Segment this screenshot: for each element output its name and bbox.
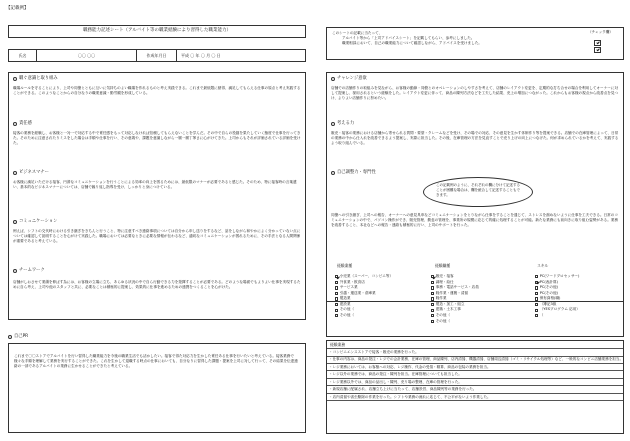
checkbox-icon[interactable] <box>431 281 434 284</box>
section-title: 責任感 <box>19 121 32 126</box>
section-body[interactable]: 店舗での店舗作りの取組みを見ながら、お客様の動線・同僚とのオペレーションのしやすさを考えて、店舗のレイアウト変更を、定期的な打ち合せの場合を利用してオーナーに対して提案し、採用されるという経験をした。レイアウト変更に伴って、商品の陳列方法などを工夫した結果、売上の増加につながった。これからもお客様の視点から改善点を見つけ、よりよい店舗作りに努めたい。 <box>331 85 619 101</box>
skill-option-label: 建設業 <box>339 301 351 306</box>
section-title: 自己調整力・専門性 <box>337 170 376 175</box>
circle-bullet-icon <box>331 171 335 175</box>
section-work-attitude <box>13 76 303 118</box>
self-pr-title: 自己PR <box>8 334 28 340</box>
section-thinking <box>331 121 621 146</box>
date-value[interactable]: 平成 〇 年 〇 月 〇 日 <box>181 52 221 58</box>
checkbox-icon[interactable] <box>535 309 538 312</box>
experience-item[interactable]: ・新規店舗に配属され、店舗立ち上げに当たって、店舗設営、商品陳列等の業務を行った。 <box>327 386 623 393</box>
left-page-title-box <box>8 25 306 38</box>
skill-option-label: 製造業 <box>339 296 351 301</box>
section-body[interactable]: 例えば、シフトの交代時における引き継ぎをきちんと行うこと、特に注意すべき連絡事項については自分から申し送りをするなど、話をしながら和やかによく分かっていない点については確認して説明することを心がけて実践した。職場においては必要なときに必要な情報が伝わるなど、適切なコミュニケーションが図れるために、その手法となる人間関係が重要であると考えている。 <box>13 228 301 244</box>
skill-option-label: サービス業 <box>339 285 358 290</box>
section-body[interactable]: 店舗がしおさせて業績を伸ばす為には、お客様の立場に立ち、あらゆる状況の中で自ら行動できる力を発揮することが必要である。どのような場面でもよりよい仕事を実現するために自ら考え、上司や他のスタッフと共に、必要なことは積極的に提案し、効果的に仕事を進めるための連携をつくることを心がけた。 <box>13 279 301 289</box>
checked-box-icon[interactable] <box>431 275 434 278</box>
circle-bullet-icon <box>13 122 17 126</box>
circle-bullet-icon <box>331 77 335 81</box>
experience-item[interactable]: ・店内清掃や害虫駆除の作業を行った。シフトや業務の流れに応じて、不公平がないよう作業した。 <box>327 394 623 401</box>
skill-option[interactable] <box>431 319 529 325</box>
note-line-2: アルバイト等から「上司アドバイスシート」を記載してもらい、参考にしました。 <box>342 36 475 41</box>
skill-option-label: 販売・接客 <box>435 274 454 278</box>
skill-option-label: その他（ <box>339 312 355 317</box>
checkbox-icon[interactable] <box>335 286 338 289</box>
skill-option-label: PC(ワードプロセッサー) <box>539 274 580 278</box>
section-title: コミュニケーション <box>19 219 58 224</box>
checkbox-icon[interactable] <box>335 314 338 317</box>
job-list <box>431 274 529 324</box>
skill-option[interactable] <box>335 313 427 319</box>
checkbox-icon[interactable] <box>335 281 338 284</box>
circle-bullet-icon <box>13 220 17 224</box>
skill-option-label: 事務・電話サービス・店員 <box>435 285 479 290</box>
industry-list <box>335 274 427 319</box>
check-box-1[interactable] <box>594 40 601 46</box>
checkbox-icon[interactable] <box>535 314 538 317</box>
section-body[interactable]: お客様に満足いただける接客、円滑なコミュニケーションを行うことによる効率の向上を図るためには、最低限のマナーが必要であると感じた。そのため、特に接客時の言葉遣い、基本的なビジネスマナーについては、店舗で繰り返し指導を受け、しっかりと身につけている。 <box>13 179 297 189</box>
skill-option-label: PC(その他) <box>539 285 558 290</box>
skill-option-label: その他（ <box>339 307 355 312</box>
name-label: 氏名 <box>9 50 37 61</box>
checked-box-icon[interactable] <box>335 275 338 278</box>
section-title: 職ぐ意識と取り組み <box>19 76 58 81</box>
checkbox-icon[interactable] <box>431 314 434 317</box>
checkbox-icon[interactable] <box>335 292 338 295</box>
section-challenge <box>331 76 621 101</box>
circle-bullet-icon <box>8 335 12 339</box>
name-value[interactable]: 〇〇 〇〇 <box>37 50 137 61</box>
skill-option-label: 軽作業・運搬・清掃 <box>435 290 469 295</box>
self-pr-body[interactable]: これまで〇〇ストアでアルバイトを行い習得した職業能力を今後の職業生活でも活かしたい。接客で得た対応力を生かした責任ある仕事を行いたいと考えている。接客業務で様々な手順を理解して業務を実行することができた。これを生かして退職する時点の仕事においても、自分なりに習得した課題・提案を上司に対して行って、その結果を伝達連絡の一部であるアルバイトの業務に生かせることができたと考えている。 <box>14 354 298 369</box>
experience-box <box>326 340 624 434</box>
section-body[interactable]: 販売・接客の業務における店舗から寄せられる質問・要望・クレームなどを受け、その場での対応、その意見を生かす体制作り等を提案できる。店舗での在庫管理によって、日常の業務の中から仕入れを改善できるよう提案し、実際に担当した。その後、在庫管理の方法を見直すことで売り上げの向上につなげた。何が求められているかを考えて、実践するよう取り組んでいる。 <box>331 130 619 146</box>
industry-title: 経験業種 <box>337 263 353 268</box>
skill-option-label: （ <box>539 312 544 317</box>
experience-list <box>327 349 623 401</box>
skill-option-label: （簿記3級 <box>539 301 557 306</box>
checkbox-icon[interactable] <box>535 292 538 295</box>
date-label: 作成年月日 <box>137 50 177 61</box>
checkbox-icon[interactable] <box>431 320 434 323</box>
section-title: 考える力 <box>337 121 355 126</box>
section-teamwork <box>13 268 303 318</box>
job-title: 経験職種 <box>435 263 451 268</box>
checkbox-icon[interactable] <box>431 309 434 312</box>
skill-option-label: 外食業・飲食店 <box>339 279 365 284</box>
checkmark-icon <box>596 41 599 44</box>
checkbox-icon[interactable] <box>431 292 434 295</box>
section-title: チームワーク <box>19 268 45 273</box>
header-row <box>8 49 306 62</box>
checkbox-icon[interactable] <box>335 297 338 300</box>
checkbox-icon[interactable] <box>535 275 538 278</box>
skills-box <box>326 262 624 337</box>
self-pr-box <box>8 343 306 433</box>
skill-option-label: PC(その他) <box>539 290 558 295</box>
experience-item[interactable]: ・コンビニエンスストアで接客・販売の業務を行った。 <box>327 349 623 356</box>
checkmark-icon <box>596 48 599 51</box>
skill-option-label: （YESプログラム 応用） <box>539 307 580 312</box>
skill-option-label: 小売業（スーパー、コンビニ等） <box>339 274 394 278</box>
checkbox-icon[interactable] <box>431 297 434 300</box>
experience-title: 経験業務 <box>327 341 623 349</box>
checkbox-icon[interactable] <box>431 303 434 306</box>
section-body[interactable]: 同僚への引き継ぎ、上司への報告、オーナーへの意見具申などコミュニケーションをとりながら仕事をすることを通じて、ストレスを溜めないように仕事を工夫できる。日常のコミュニケーションの中で、パソコン操作ができ、販売管理、勤怠の管理を、事業所の規模に応じて的確に処理することが可能。新たな業務にも前向きに取り組む姿勢がある。業務を改善すること、本社などへの報告・連絡も積極的に行い、上司のサポートを行った。 <box>331 213 618 228</box>
section-responsibility <box>13 121 303 163</box>
skill-option-label: 建築・土木工事 <box>435 307 461 312</box>
skill-option-label: 調理・給仕 <box>435 279 454 284</box>
checkbox-icon[interactable] <box>535 286 538 289</box>
section-title: チャレンジ意欲 <box>337 76 367 81</box>
check-box-2[interactable] <box>594 47 601 53</box>
checkbox-icon[interactable] <box>431 286 434 289</box>
skill-list <box>535 274 621 319</box>
note-bubble <box>423 177 533 207</box>
checkbox-icon[interactable] <box>535 303 538 306</box>
checkbox-icon[interactable] <box>335 303 338 306</box>
skill-title: スキル <box>537 263 549 268</box>
left-sections-box <box>8 72 306 320</box>
circle-bullet-icon <box>331 122 335 126</box>
experience-item[interactable]: ・仕事の内容は、商品の発注・レジでの会計業務、在庫の管理、商品陳列、店内清掃、機器清掃、店舗周辺清掃（ゴミ・リサイクル処理等）など、一般的なコンビニ店舗業務を担当。 <box>327 357 623 364</box>
experience-item[interactable]: ・レジ業務においては、お客様への対応、レジ操作、代金の受領・精算、商品の包装の業務を担当。 <box>327 364 623 371</box>
section-self-adjust <box>331 170 621 176</box>
section-communication <box>13 219 303 269</box>
checked-box-icon[interactable] <box>535 281 538 284</box>
circle-bullet-icon <box>13 171 17 175</box>
section-body[interactable]: 接客の業務を経験し、お客様と一対一で対応する中で責任感をもって対応しなければ信頼してもらえないことを学んだ。その中で自らの役割を果たしていく態度で仕事を行ってきた。そのために注意されたりミスをした場合は手順や仕事を行い、その意義や、課題を意識しながら一層一層丁寧さに心がけてきた。上司からもそれが評価されている評価を受けた。 <box>13 130 301 146</box>
left-page-title: 職務能力記述シート（アルバイト等の職業経験により習得した職業能力） <box>82 28 231 34</box>
checkbox-icon[interactable] <box>335 309 338 312</box>
note-line-3: 職業相談において、自己の職業能力について確認しながら、アドバイスを受けました。 <box>342 41 482 46</box>
note-line-1: このシートの記載に当たって、 <box>332 31 383 35</box>
section-business-manner <box>13 170 303 212</box>
experience-item[interactable]: ・レジ業務以外では、商品の品出し・陳列、売り場の整理、在庫の管理を行った。 <box>327 379 623 386</box>
checkbox-icon[interactable] <box>535 297 538 300</box>
circle-bullet-icon <box>13 269 17 273</box>
note-bubble-text: この記載例のように、それぞれの欄に分けて記述することが困難な場合は、欄を統合して記述することもできます。 <box>436 183 520 198</box>
notes-box <box>326 27 624 60</box>
check-label: （チェック欄） <box>587 30 613 34</box>
skill-option-label: 軽作業 <box>435 296 447 301</box>
skill-option-label: 製造・加工・組立 <box>435 301 465 306</box>
skill-option-label: その他（ <box>435 318 451 323</box>
circle-bullet-icon <box>13 77 17 81</box>
page-label: 【記載例】 <box>6 6 29 11</box>
skill-option-label: 引越・運送業・倉庫業 <box>339 290 376 295</box>
skill-option-label: 保有資格(職) <box>539 296 561 301</box>
section-body[interactable]: 職場ルールを守ることにより、上司や同僚とともに互いに気持ちのよい職場を作れるものと考え実践できる。これまで最低限に納得、満足してもらえる仕事の原点と考え実践することができる。このようなことからの自分なりの職業意識・勤労観を形成している。 <box>13 85 301 95</box>
skill-option[interactable] <box>535 313 621 319</box>
skill-option-label: PC(表計算) <box>539 279 558 284</box>
skill-option-label: その他（ <box>435 312 451 317</box>
experience-item[interactable]: ・レジ以外の業務では、商品の発注・陳列を担当。在庫管理についても担当した。 <box>327 371 623 378</box>
section-title: ビジネスマナー <box>19 170 49 175</box>
